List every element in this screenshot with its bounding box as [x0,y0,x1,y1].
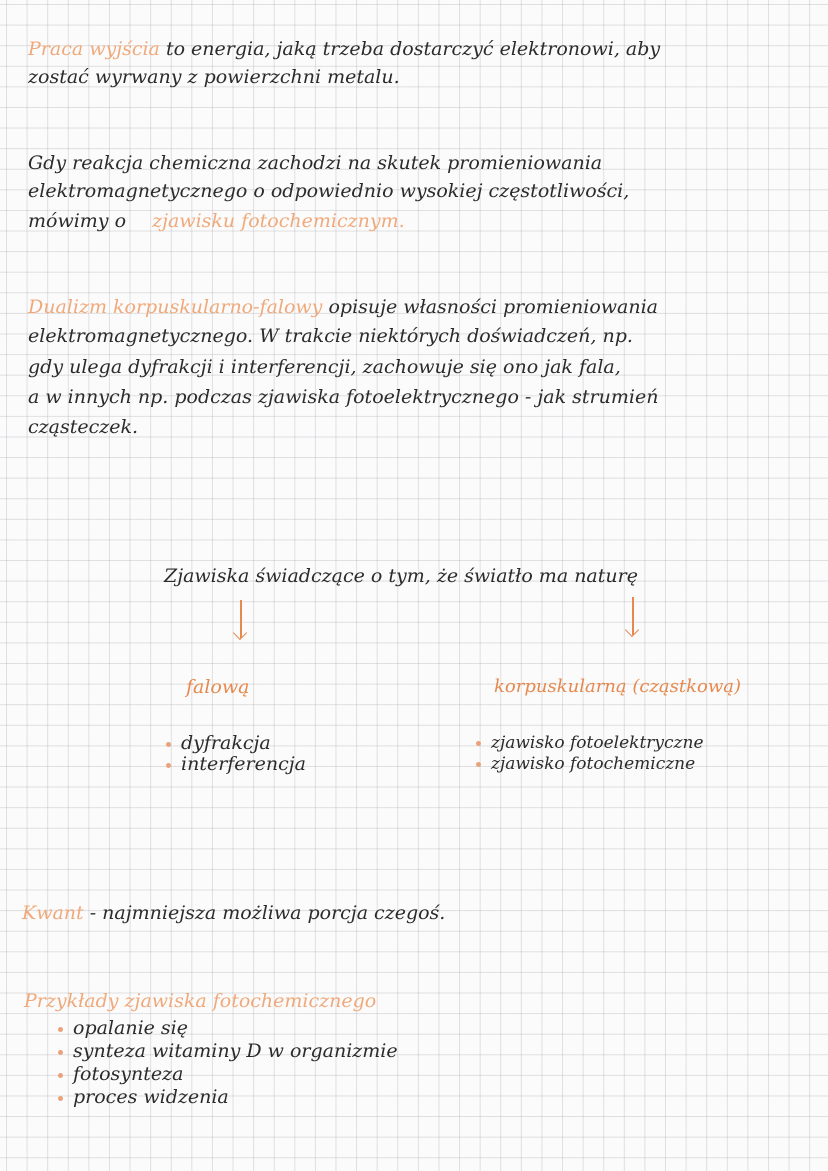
work-function-definition: to energia, jaką trzeba dostarczyć elektronowi, aby [165,38,661,60]
quantum-term: Kwant [22,902,84,924]
quantum-line [22,902,445,924]
diagram-left-title: falową [186,676,250,698]
quantum-definition: - najmniejsza możliwa porcja czegoś. [89,902,446,924]
list-item: fotosynteza [58,1063,398,1086]
bullet-icon [476,741,481,746]
examples-title: Przykłady zjawiska fotochemicznego [24,990,377,1012]
arrow-down-right-icon [626,597,640,637]
bullet-icon [58,1050,63,1055]
list-item: proces widzenia [58,1086,398,1109]
photochem-line-3 [28,210,405,232]
diagram-heading: Zjawiska świadczące o tym, że światło ma naturę [164,565,638,587]
list-item: dyfrakcja [166,733,306,754]
dualism-line-2: elektromagnetycznego. W trakcie niektórych doświadczeń, np. [28,325,633,347]
diagram-right-title: korpuskularną (cząstkową) [494,676,742,697]
work-function-term: Praca wyjścia [28,38,160,60]
list-item: interferencja [166,754,306,775]
list-item: zjawisko fotochemiczne [476,754,704,775]
list-item: zjawisko fotoelektryczne [476,733,704,754]
dualism-line-1 [28,296,658,318]
bullet-icon [58,1073,63,1078]
diagram-left-list [166,733,306,775]
arrow-down-left-icon [234,600,248,640]
bullet-icon [58,1096,63,1101]
dualism-line-4: a w innych np. podczas zjawiska fotoelektrycznego - jak strumień [28,386,659,408]
dualism-line-3: gdy ulega dyfrakcji i interferencji, zachowuje się ono jak fala, [28,356,621,378]
dualism-line-5: cząsteczek. [28,416,139,438]
bullet-icon [166,763,171,768]
bullet-icon [58,1027,63,1032]
dualism-rest: opisuje własności promieniowania [328,296,658,318]
photochem-line-1: Gdy reakcja chemiczna zachodzi na skutek promieniowania [28,152,603,174]
photochem-line-2: elektromagnetycznego o odpowiednio wysokiej częstotliwości, [28,180,630,202]
photochem-term: zjawisku fotochemicznym. [152,210,405,232]
bullet-icon [166,742,171,747]
work-function-line-1 [28,38,660,60]
list-item: synteza witaminy D w organizmie [58,1040,398,1063]
examples-list [58,1017,398,1109]
diagram-right-list [476,733,704,775]
dualism-term: Dualizm korpuskularno-falowy [28,296,323,318]
list-item: opalanie się [58,1017,398,1040]
bullet-icon [476,762,481,767]
photochem-prefix: mówimy o [28,210,127,232]
work-function-line-2: zostać wyrwany z powierzchni metalu. [28,66,400,88]
